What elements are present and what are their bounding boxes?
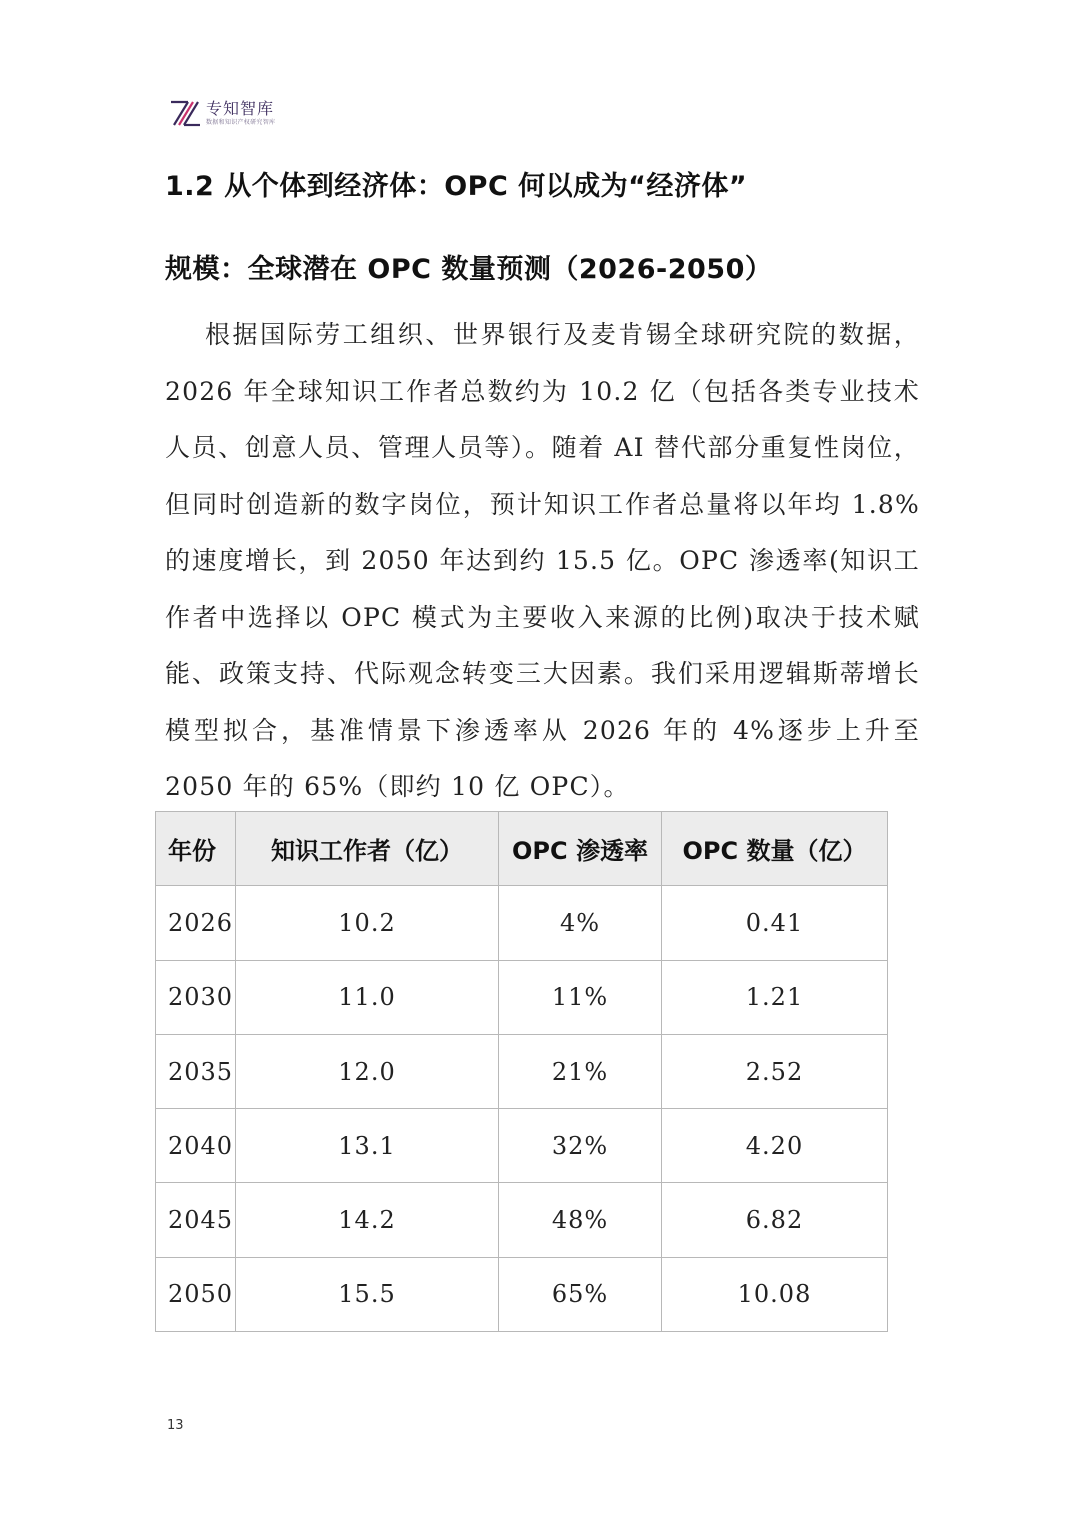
cell-year: 2045 (156, 1183, 236, 1257)
cell-penetration: 48% (499, 1183, 662, 1257)
opc-forecast-table (155, 811, 888, 1332)
brand-logo-icon (168, 98, 202, 128)
cell-opc-count: 2.52 (662, 1034, 888, 1108)
cell-year: 2026 (156, 886, 236, 960)
section-heading: 1.2 从个体到经济体：OPC 何以成为“经济体” (165, 171, 748, 202)
header-knowledge-workers: 知识工作者（亿） (236, 812, 499, 886)
cell-penetration: 11% (499, 960, 662, 1034)
table-header-row (156, 812, 888, 886)
table-row (156, 960, 888, 1034)
cell-knowledge-workers: 11.0 (236, 960, 499, 1034)
page-number: 13 (167, 1418, 184, 1433)
cell-opc-count: 0.41 (662, 886, 888, 960)
cell-knowledge-workers: 15.5 (236, 1257, 499, 1331)
cell-opc-count: 10.08 (662, 1257, 888, 1331)
brand-logo (168, 96, 275, 130)
cell-year: 2030 (156, 960, 236, 1034)
brand-name: 专知智库 (206, 98, 275, 118)
cell-penetration: 32% (499, 1109, 662, 1183)
cell-opc-count: 4.20 (662, 1109, 888, 1183)
brand-subtitle: 数据和知识产权研究智库 (206, 118, 276, 126)
cell-opc-count: 6.82 (662, 1183, 888, 1257)
cell-knowledge-workers: 10.2 (236, 886, 499, 960)
table-row (156, 1109, 888, 1183)
cell-opc-count: 1.21 (662, 960, 888, 1034)
table-row (156, 1257, 888, 1331)
cell-penetration: 21% (499, 1034, 662, 1108)
cell-penetration: 65% (499, 1257, 662, 1331)
cell-year: 2040 (156, 1109, 236, 1183)
table-row (156, 886, 888, 960)
cell-knowledge-workers: 13.1 (236, 1109, 499, 1183)
cell-year: 2035 (156, 1034, 236, 1108)
table-row (156, 1183, 888, 1257)
header-opc-penetration: OPC 渗透率 (499, 812, 662, 886)
subsection-heading: 规模：全球潜在 OPC 数量预测（2026-2050） (165, 254, 773, 285)
table-row (156, 1034, 888, 1108)
cell-year: 2050 (156, 1257, 236, 1331)
header-year: 年份 (156, 812, 236, 886)
cell-penetration: 4% (499, 886, 662, 960)
body-paragraph: 根据国际劳工组织、世界银行及麦肯锡全球研究院的数据，2026 年全球知识工作者总数约为 10.2 亿（包括各类专业技术人员、创意人员、管理人员等）。随着 AI 替代部分重复性岗位，但同时创造新的数字岗位，预计知识工作者总量将以年均 1.8%的速度增长，到 2050 年达到约 15.5 亿。OPC 渗透率(知识工作者中选择以 OPC 模式为主要收入来源的比例)取决于技术赋能、政策支持、代际观念转变三大因素。我们采用逻辑斯蒂增长模型拟合，基准情景下渗透率从 2026 年的 4%逐步上升至 2050 年的 65%（即约 10 亿 OPC）。 (165, 320, 920, 801)
cell-knowledge-workers: 12.0 (236, 1034, 499, 1108)
cell-knowledge-workers: 14.2 (236, 1183, 499, 1257)
header-opc-count: OPC 数量（亿） (662, 812, 888, 886)
